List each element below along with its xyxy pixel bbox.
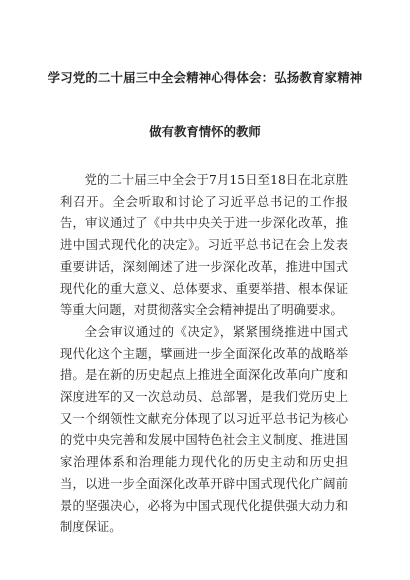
paragraph-2: 全会审议通过的《决定》，紧紧围绕推进中国式现代化这个主题，擘画进一步全面深化改革的战略举措。是在新的历史起点上推进全面深化改革向广度和深度进军的又一次总动员、总部署，是我们党历史上又一个纲领性文献充分体现了以习近平总书记为核心的党中央完善和发展中国特色社会主义制度、推进国家治理体系和治理能力现代化的历史主动和历史担当，以进一步全面深化改革开辟中国式现代化广阔前景的坚强决心，必将为中国式现代化提供强大动力和制度保证。 <box>60 324 348 535</box>
document-body <box>60 170 348 539</box>
paragraph-1: 党的二十届三中全会于7月15日至18日在北京胜利召开。全会听取和讨论了习近平总书记的工作报告，审议通过了《中共中央关于进一步深化改革，推进中国式现代化的决定》。习近平总书记在会上发表重要讲话，深刻阐述了进一步深化改革，推进中国式现代化的重大意义、总体要求、重要举措、根本保证等重大问题，对贯彻落实全会精神提出了明确要求。 <box>60 173 348 318</box>
document-title: 学习党的二十届三中全会精神心得体会：弘扬教育家精神 <box>47 70 363 85</box>
document-subtitle: 做有教育情怀的教师 <box>149 124 261 139</box>
